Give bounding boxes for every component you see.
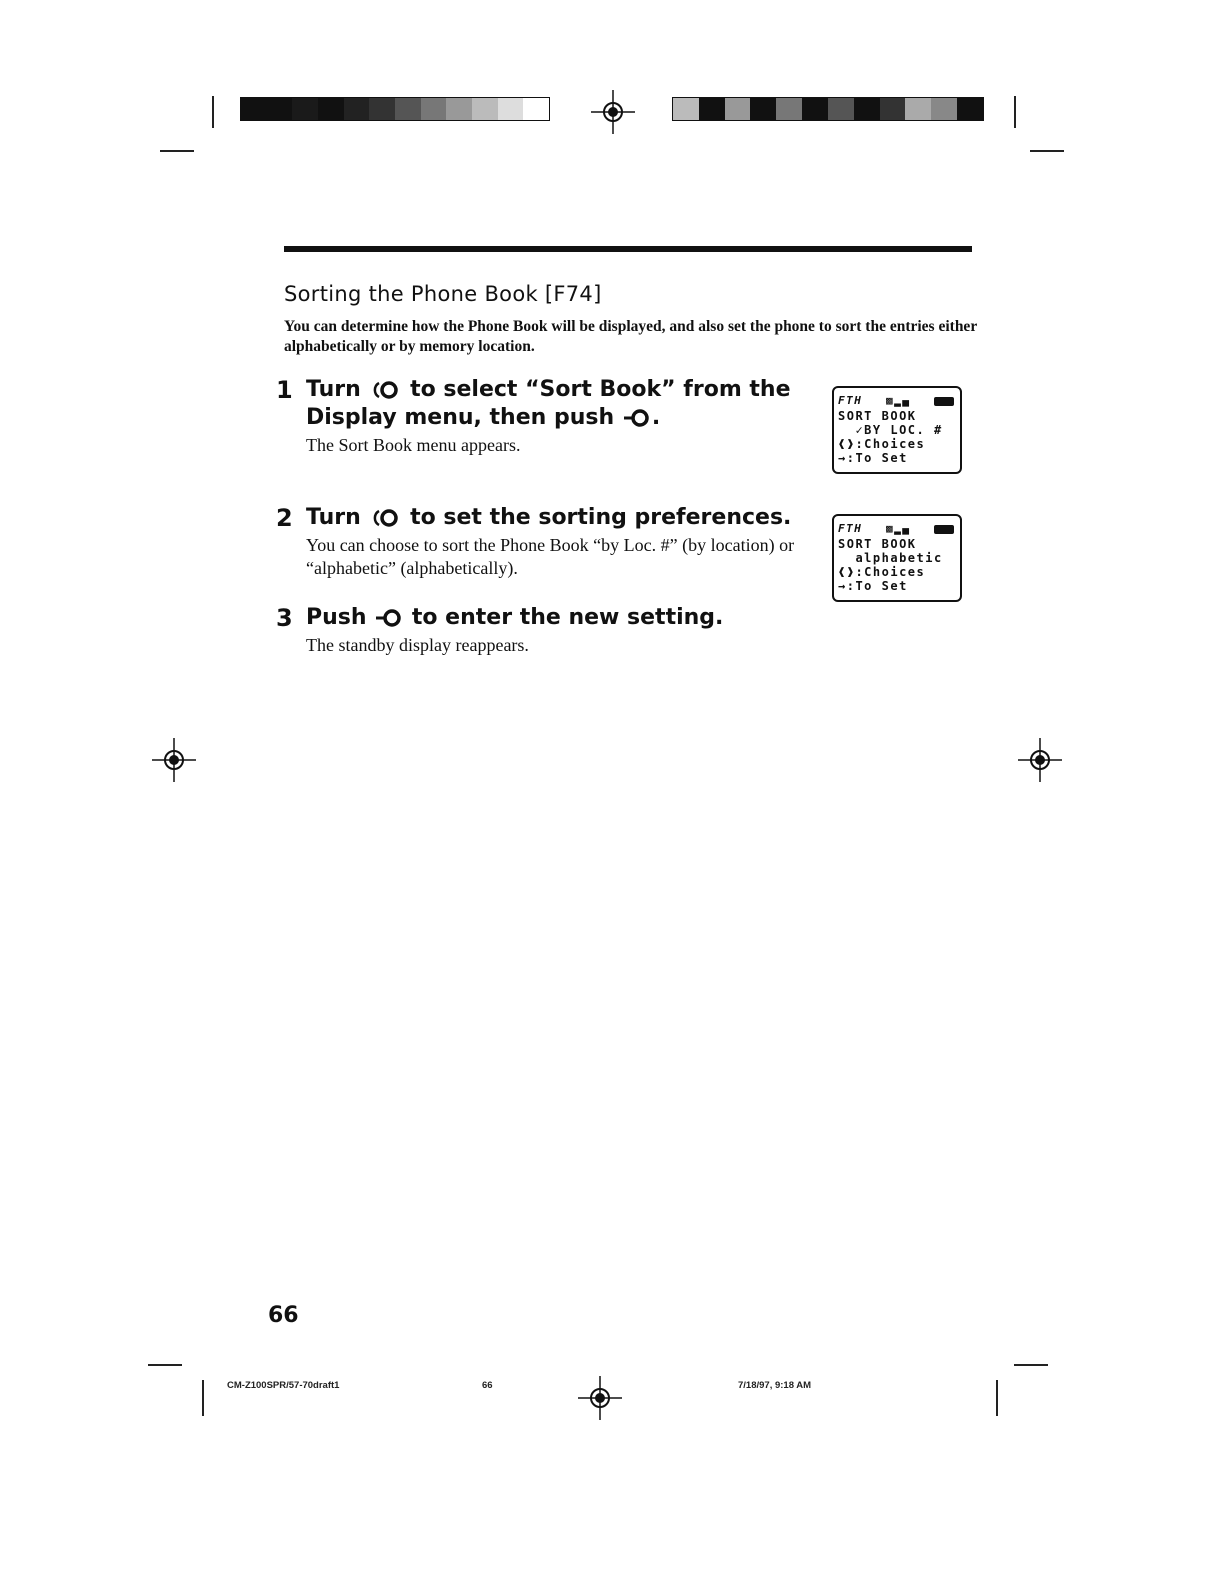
crop-mark xyxy=(1014,1364,1048,1366)
registration-crosshair-icon xyxy=(152,738,196,782)
crop-mark xyxy=(1014,96,1016,128)
color-registration-bar-left xyxy=(240,97,550,121)
step-heading-text: to select “Sort Book” from the xyxy=(410,377,791,402)
crop-mark xyxy=(996,1380,998,1416)
section-title: Sorting the Phone Book [F74] xyxy=(284,282,602,306)
step-description: You can choose to sort the Phone Book “by Loc. #” (by location) or “alphabetic” (alphabetically). xyxy=(306,535,795,578)
step-heading xyxy=(306,604,806,632)
footer-file-name: CM-Z100SPR/57-70draft1 xyxy=(227,1380,340,1391)
step-heading xyxy=(306,376,806,432)
crop-mark xyxy=(148,1364,182,1366)
section-rule xyxy=(284,246,972,252)
step-description: The Sort Book menu appears. xyxy=(306,435,521,455)
crop-mark xyxy=(1030,150,1064,152)
page-number: 66 xyxy=(268,1303,299,1328)
step-heading-text: . xyxy=(651,405,661,430)
display-line: ✓BY LOC. # xyxy=(838,423,943,437)
step-heading-text: Push xyxy=(306,605,367,630)
jog-dial-turn-icon xyxy=(370,508,400,528)
display-line: ❰❱:Choices xyxy=(838,437,926,451)
jog-dial-push-icon xyxy=(376,608,402,628)
crop-mark xyxy=(202,1380,204,1416)
step-number: 2 xyxy=(276,504,293,532)
display-line: →:To Set xyxy=(838,579,908,593)
jog-dial-turn-icon xyxy=(370,380,400,400)
footer-timestamp: 7/18/97, 9:18 AM xyxy=(738,1380,812,1391)
jog-dial-push-icon xyxy=(624,408,650,428)
signal-strength-icon: ▩▂▄ xyxy=(886,394,911,407)
display-status-bar xyxy=(838,522,954,536)
crop-mark xyxy=(212,96,214,128)
display-line: ❰❱:Choices xyxy=(838,565,926,579)
step-heading-text: to enter the new setting. xyxy=(411,605,724,630)
step-heading-text: to set the sorting preferences. xyxy=(410,505,792,530)
crop-mark xyxy=(160,150,194,152)
step-heading xyxy=(306,504,826,532)
battery-icon xyxy=(934,525,954,534)
step-number: 1 xyxy=(276,376,293,404)
signal-strength-icon: ▩▂▄ xyxy=(886,522,911,535)
display-status-bar xyxy=(838,394,954,408)
step-heading-text: Turn xyxy=(306,505,361,530)
section-intro: You can determine how the Phone Book will be displayed, and also set the phone to sort the entries either alphabetically or by memory location. xyxy=(284,318,977,355)
registration-crosshair-icon xyxy=(1018,738,1062,782)
display-line: SORT BOOK xyxy=(838,537,917,551)
step-number: 3 xyxy=(276,604,293,632)
footer-page: 66 xyxy=(482,1380,493,1391)
battery-icon xyxy=(934,397,954,406)
phone-display-sort-by-location xyxy=(832,386,962,474)
phone-display-sort-alphabetic xyxy=(832,514,962,602)
color-registration-bar-right xyxy=(672,97,984,121)
display-status-text: FTH xyxy=(838,522,863,535)
step-heading-text: Turn xyxy=(306,377,361,402)
display-line: →:To Set xyxy=(838,451,908,465)
display-line: SORT BOOK xyxy=(838,409,917,423)
step-description: The standby display reappears. xyxy=(306,635,529,655)
registration-crosshair-icon xyxy=(591,90,635,134)
step-heading-text: Display menu, then push xyxy=(306,405,615,430)
display-status-text: FTH xyxy=(838,394,863,407)
display-line: alphabetic xyxy=(838,551,943,565)
registration-crosshair-icon xyxy=(578,1376,622,1420)
